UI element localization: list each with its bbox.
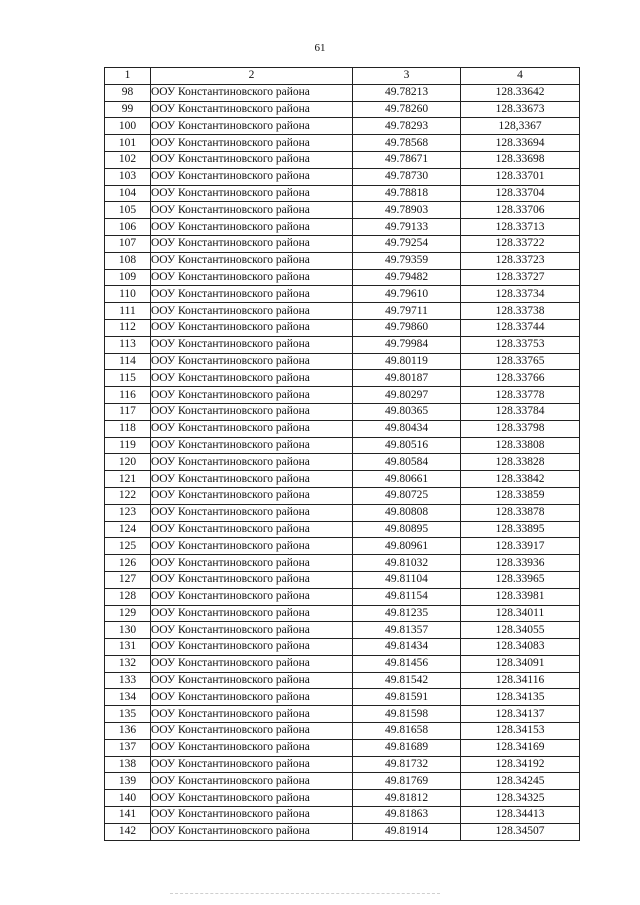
latitude-cell: 49.79482	[353, 269, 461, 286]
longitude-cell: 128.33694	[461, 135, 580, 152]
row-number-cell: 104	[105, 185, 151, 202]
longitude-cell: 128.33727	[461, 269, 580, 286]
latitude-cell: 49.81542	[353, 672, 461, 689]
table-row	[105, 387, 580, 404]
organization-cell: ООУ Константиновского района	[151, 756, 353, 773]
table-row	[105, 689, 580, 706]
header-col-3: 3	[353, 68, 461, 85]
table-row	[105, 252, 580, 269]
latitude-cell: 49.79254	[353, 235, 461, 252]
table-row	[105, 790, 580, 807]
table-row	[105, 672, 580, 689]
organization-cell: ООУ Константиновского района	[151, 807, 353, 824]
organization-cell: ООУ Константиновского района	[151, 622, 353, 639]
organization-cell: ООУ Константиновского района	[151, 471, 353, 488]
table-row	[105, 739, 580, 756]
table-row	[105, 370, 580, 387]
organization-cell: ООУ Константиновского района	[151, 235, 353, 252]
row-number-cell: 103	[105, 168, 151, 185]
organization-cell: ООУ Константиновского района	[151, 269, 353, 286]
longitude-cell: 128.33895	[461, 521, 580, 538]
organization-cell: ООУ Константиновского района	[151, 504, 353, 521]
organization-cell: ООУ Константиновского района	[151, 655, 353, 672]
row-number-cell: 137	[105, 739, 151, 756]
latitude-cell: 49.81658	[353, 723, 461, 740]
table-row	[105, 571, 580, 588]
row-number-cell: 101	[105, 135, 151, 152]
row-number-cell: 110	[105, 286, 151, 303]
latitude-cell: 49.80725	[353, 487, 461, 504]
organization-cell: ООУ Константиновского района	[151, 639, 353, 656]
longitude-cell: 128.33936	[461, 555, 580, 572]
longitude-cell: 128.33722	[461, 235, 580, 252]
latitude-cell: 49.81591	[353, 689, 461, 706]
latitude-cell: 49.81914	[353, 823, 461, 840]
row-number-cell: 127	[105, 571, 151, 588]
row-number-cell: 109	[105, 269, 151, 286]
table-row	[105, 454, 580, 471]
latitude-cell: 49.80895	[353, 521, 461, 538]
longitude-cell: 128.33698	[461, 151, 580, 168]
table-row	[105, 555, 580, 572]
organization-cell: ООУ Константиновского района	[151, 672, 353, 689]
table-row	[105, 319, 580, 336]
organization-cell: ООУ Константиновского района	[151, 588, 353, 605]
organization-cell: ООУ Константиновского района	[151, 437, 353, 454]
latitude-cell: 49.80516	[353, 437, 461, 454]
longitude-cell: 128.34055	[461, 622, 580, 639]
row-number-cell: 106	[105, 219, 151, 236]
latitude-cell: 49.80119	[353, 353, 461, 370]
longitude-cell: 128.33706	[461, 202, 580, 219]
organization-cell: ООУ Константиновского района	[151, 118, 353, 135]
table-row	[105, 303, 580, 320]
organization-cell: ООУ Константиновского района	[151, 168, 353, 185]
latitude-cell: 49.81863	[353, 807, 461, 824]
row-number-cell: 114	[105, 353, 151, 370]
latitude-cell: 49.80297	[353, 387, 461, 404]
longitude-cell: 128.33744	[461, 319, 580, 336]
latitude-cell: 49.79984	[353, 336, 461, 353]
table-row	[105, 471, 580, 488]
latitude-cell: 49.79133	[353, 219, 461, 236]
row-number-cell: 107	[105, 235, 151, 252]
longitude-cell: 128.34507	[461, 823, 580, 840]
organization-cell: ООУ Константиновского района	[151, 202, 353, 219]
table-row	[105, 420, 580, 437]
organization-cell: ООУ Константиновского района	[151, 605, 353, 622]
organization-cell: ООУ Константиновского района	[151, 420, 353, 437]
latitude-cell: 49.80661	[353, 471, 461, 488]
latitude-cell: 49.78213	[353, 84, 461, 101]
organization-cell: ООУ Константиновского района	[151, 521, 353, 538]
latitude-cell: 49.79860	[353, 319, 461, 336]
latitude-cell: 49.81598	[353, 706, 461, 723]
longitude-cell: 128.33765	[461, 353, 580, 370]
row-number-cell: 123	[105, 504, 151, 521]
table-row	[105, 723, 580, 740]
longitude-cell: 128.33859	[461, 487, 580, 504]
table-row	[105, 101, 580, 118]
latitude-cell: 49.79711	[353, 303, 461, 320]
row-number-cell: 100	[105, 118, 151, 135]
table-row	[105, 538, 580, 555]
latitude-cell: 49.80434	[353, 420, 461, 437]
row-number-cell: 112	[105, 319, 151, 336]
row-number-cell: 105	[105, 202, 151, 219]
row-number-cell: 136	[105, 723, 151, 740]
table-body	[105, 84, 580, 840]
table-row	[105, 655, 580, 672]
latitude-cell: 49.80187	[353, 370, 461, 387]
row-number-cell: 126	[105, 555, 151, 572]
table-row	[105, 118, 580, 135]
longitude-cell: 128.33753	[461, 336, 580, 353]
latitude-cell: 49.81032	[353, 555, 461, 572]
organization-cell: ООУ Константиновского района	[151, 370, 353, 387]
organization-cell: ООУ Константиновского района	[151, 571, 353, 588]
latitude-cell: 49.80365	[353, 403, 461, 420]
row-number-cell: 131	[105, 639, 151, 656]
organization-cell: ООУ Константиновского района	[151, 487, 353, 504]
table-header-row	[105, 68, 580, 85]
table-row	[105, 135, 580, 152]
table-row	[105, 219, 580, 236]
row-number-cell: 140	[105, 790, 151, 807]
row-number-cell: 133	[105, 672, 151, 689]
organization-cell: ООУ Константиновского района	[151, 151, 353, 168]
latitude-cell: 49.78818	[353, 185, 461, 202]
table-row	[105, 168, 580, 185]
latitude-cell: 49.81769	[353, 773, 461, 790]
table-row	[105, 235, 580, 252]
table-row	[105, 622, 580, 639]
organization-cell: ООУ Константиновского района	[151, 689, 353, 706]
longitude-cell: 128.34083	[461, 639, 580, 656]
table-row	[105, 756, 580, 773]
row-number-cell: 121	[105, 471, 151, 488]
latitude-cell: 49.81812	[353, 790, 461, 807]
latitude-cell: 49.80808	[353, 504, 461, 521]
coordinates-table	[104, 67, 580, 841]
longitude-cell: 128.33784	[461, 403, 580, 420]
organization-cell: ООУ Константиновского района	[151, 454, 353, 471]
organization-cell: ООУ Константиновского района	[151, 773, 353, 790]
table-row	[105, 151, 580, 168]
latitude-cell: 49.80584	[353, 454, 461, 471]
table-row	[105, 202, 580, 219]
table-row	[105, 639, 580, 656]
longitude-cell: 128.33723	[461, 252, 580, 269]
latitude-cell: 49.78730	[353, 168, 461, 185]
row-number-cell: 129	[105, 605, 151, 622]
table-row	[105, 403, 580, 420]
row-number-cell: 132	[105, 655, 151, 672]
longitude-cell: 128.33965	[461, 571, 580, 588]
longitude-cell: 128.33673	[461, 101, 580, 118]
table-row	[105, 807, 580, 824]
row-number-cell: 139	[105, 773, 151, 790]
longitude-cell: 128.33734	[461, 286, 580, 303]
row-number-cell: 102	[105, 151, 151, 168]
organization-cell: ООУ Константиновского района	[151, 135, 353, 152]
row-number-cell: 135	[105, 706, 151, 723]
table-row	[105, 336, 580, 353]
table-row	[105, 773, 580, 790]
longitude-cell: 128.34169	[461, 739, 580, 756]
row-number-cell: 124	[105, 521, 151, 538]
table-row	[105, 521, 580, 538]
organization-cell: ООУ Константиновского района	[151, 387, 353, 404]
table-row	[105, 269, 580, 286]
longitude-cell: 128.33701	[461, 168, 580, 185]
table-row	[105, 185, 580, 202]
longitude-cell: 128.33713	[461, 219, 580, 236]
latitude-cell: 49.81154	[353, 588, 461, 605]
longitude-cell: 128.34153	[461, 723, 580, 740]
organization-cell: ООУ Константиновского района	[151, 353, 353, 370]
organization-cell: ООУ Константиновского района	[151, 252, 353, 269]
organization-cell: ООУ Константиновского района	[151, 219, 353, 236]
latitude-cell: 49.78293	[353, 118, 461, 135]
organization-cell: ООУ Константиновского района	[151, 790, 353, 807]
row-number-cell: 120	[105, 454, 151, 471]
organization-cell: ООУ Константиновского района	[151, 303, 353, 320]
table-row	[105, 487, 580, 504]
latitude-cell: 49.80961	[353, 538, 461, 555]
scan-artifact-line	[170, 893, 440, 894]
table-row	[105, 286, 580, 303]
header-col-1: 1	[105, 68, 151, 85]
longitude-cell: 128.34245	[461, 773, 580, 790]
longitude-cell: 128.33798	[461, 420, 580, 437]
latitude-cell: 49.78260	[353, 101, 461, 118]
table-row	[105, 706, 580, 723]
header-col-4: 4	[461, 68, 580, 85]
table-row	[105, 84, 580, 101]
row-number-cell: 134	[105, 689, 151, 706]
longitude-cell: 128.33738	[461, 303, 580, 320]
row-number-cell: 119	[105, 437, 151, 454]
latitude-cell: 49.79359	[353, 252, 461, 269]
longitude-cell: 128.34116	[461, 672, 580, 689]
page-number: 61	[314, 42, 326, 54]
table-row	[105, 605, 580, 622]
table-row	[105, 437, 580, 454]
latitude-cell: 49.81357	[353, 622, 461, 639]
row-number-cell: 116	[105, 387, 151, 404]
latitude-cell: 49.78568	[353, 135, 461, 152]
longitude-cell: 128.34192	[461, 756, 580, 773]
row-number-cell: 118	[105, 420, 151, 437]
organization-cell: ООУ Константиновского района	[151, 823, 353, 840]
longitude-cell: 128.34091	[461, 655, 580, 672]
organization-cell: ООУ Константиновского района	[151, 555, 353, 572]
longitude-cell: 128.33878	[461, 504, 580, 521]
organization-cell: ООУ Константиновского района	[151, 185, 353, 202]
row-number-cell: 111	[105, 303, 151, 320]
row-number-cell: 108	[105, 252, 151, 269]
organization-cell: ООУ Константиновского района	[151, 723, 353, 740]
longitude-cell: 128.33917	[461, 538, 580, 555]
longitude-cell: 128.33828	[461, 454, 580, 471]
header-col-2: 2	[151, 68, 353, 85]
table-row	[105, 504, 580, 521]
row-number-cell: 122	[105, 487, 151, 504]
longitude-cell: 128.33778	[461, 387, 580, 404]
organization-cell: ООУ Константиновского района	[151, 286, 353, 303]
row-number-cell: 142	[105, 823, 151, 840]
organization-cell: ООУ Константиновского района	[151, 538, 353, 555]
row-number-cell: 125	[105, 538, 151, 555]
organization-cell: ООУ Константиновского района	[151, 84, 353, 101]
longitude-cell: 128.33766	[461, 370, 580, 387]
table-row	[105, 588, 580, 605]
latitude-cell: 49.81689	[353, 739, 461, 756]
longitude-cell: 128.33642	[461, 84, 580, 101]
organization-cell: ООУ Константиновского района	[151, 706, 353, 723]
organization-cell: ООУ Константиновского района	[151, 739, 353, 756]
table-row	[105, 353, 580, 370]
row-number-cell: 130	[105, 622, 151, 639]
latitude-cell: 49.81104	[353, 571, 461, 588]
row-number-cell: 141	[105, 807, 151, 824]
latitude-cell: 49.78671	[353, 151, 461, 168]
latitude-cell: 49.78903	[353, 202, 461, 219]
row-number-cell: 128	[105, 588, 151, 605]
latitude-cell: 49.81235	[353, 605, 461, 622]
row-number-cell: 99	[105, 101, 151, 118]
latitude-cell: 49.81434	[353, 639, 461, 656]
organization-cell: ООУ Константиновского района	[151, 319, 353, 336]
longitude-cell: 128.34137	[461, 706, 580, 723]
row-number-cell: 115	[105, 370, 151, 387]
latitude-cell: 49.81732	[353, 756, 461, 773]
latitude-cell: 49.81456	[353, 655, 461, 672]
table-row	[105, 823, 580, 840]
longitude-cell: 128.34135	[461, 689, 580, 706]
row-number-cell: 113	[105, 336, 151, 353]
longitude-cell: 128.33842	[461, 471, 580, 488]
row-number-cell: 98	[105, 84, 151, 101]
longitude-cell: 128.33981	[461, 588, 580, 605]
organization-cell: ООУ Константиновского района	[151, 403, 353, 420]
row-number-cell: 138	[105, 756, 151, 773]
organization-cell: ООУ Константиновского района	[151, 101, 353, 118]
longitude-cell: 128.33808	[461, 437, 580, 454]
row-number-cell: 117	[105, 403, 151, 420]
longitude-cell: 128,3367	[461, 118, 580, 135]
longitude-cell: 128.34413	[461, 807, 580, 824]
organization-cell: ООУ Константиновского района	[151, 336, 353, 353]
longitude-cell: 128.34011	[461, 605, 580, 622]
longitude-cell: 128.33704	[461, 185, 580, 202]
longitude-cell: 128.34325	[461, 790, 580, 807]
latitude-cell: 49.79610	[353, 286, 461, 303]
